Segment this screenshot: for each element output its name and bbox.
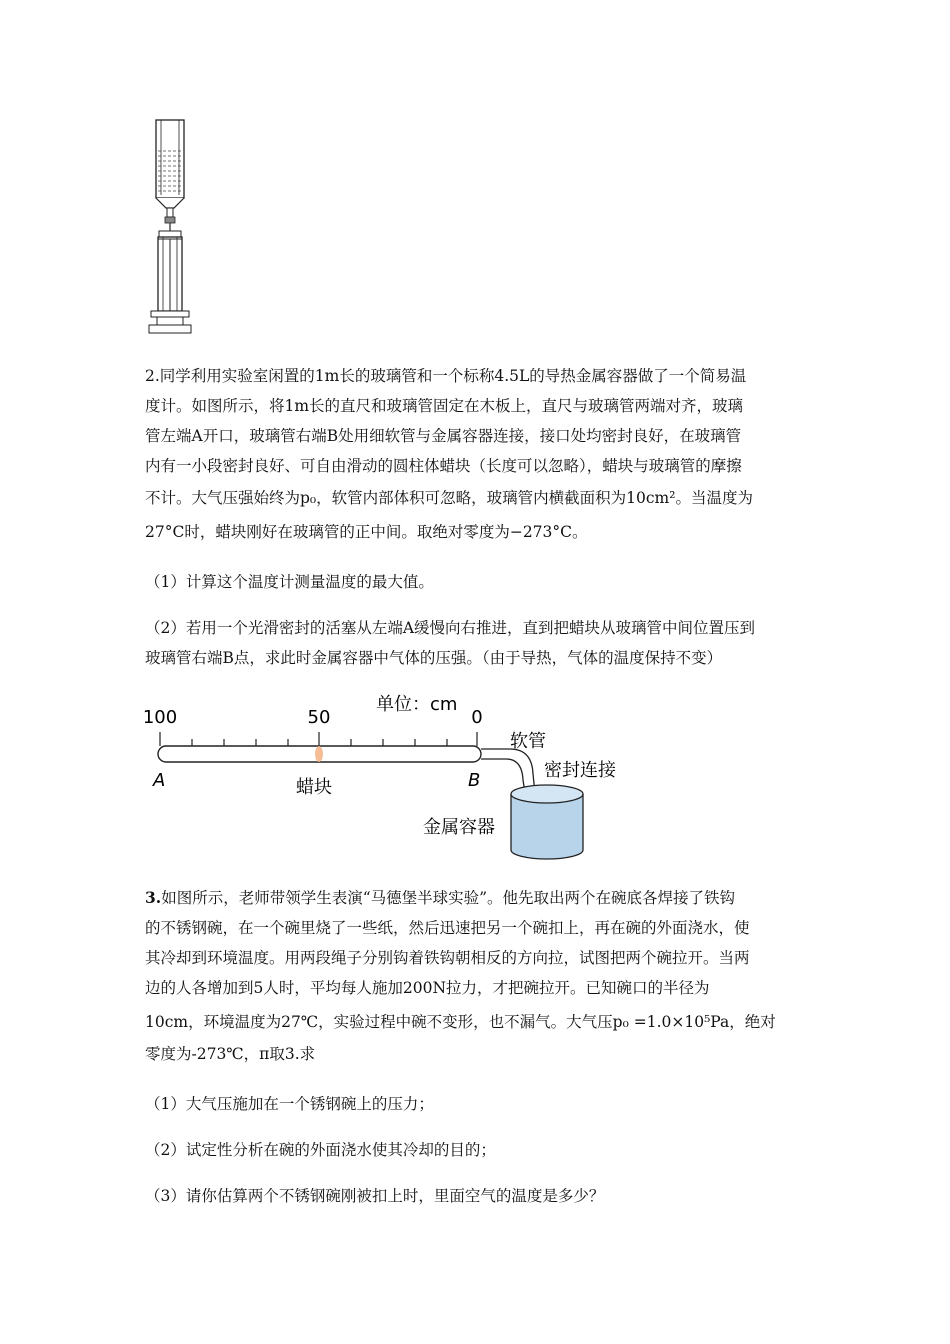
unit-label: 单位：cm [376, 694, 458, 715]
problem3-line1: 3.如图所示，老师带领学生表演“马德堡半球实验”。他先取出两个在碗底各焊接了铁钩 [145, 888, 736, 907]
problem3-line3: 其冷却到环境温度。用两段绳子分别钩着铁钩朝相反的方向拉，试图把两个碗拉开。当两 [145, 949, 750, 967]
apparatus-figure [145, 115, 205, 340]
problem3-line5: 10cm，环境温度为27℃，实验过程中碗不变形，也不漏气。大气压p₀ =1.0×10⁵Pa，绝对 [145, 1013, 776, 1031]
thermometer-figure [140, 690, 640, 865]
ruler-ticks [160, 732, 477, 746]
problem2-line3: 管左端A开口，玻璃管右端B处用细软管与金属容器连接，接口处均密封良好，在玻璃管 [145, 427, 742, 445]
tick-label-0: 0 [471, 707, 483, 728]
hose-label: 软管 [510, 731, 546, 752]
metal-container [511, 794, 583, 859]
problem3-q1: （1）大气压施加在一个锈钢碗上的压力； [145, 1095, 434, 1113]
problem3-line4: 边的人各增加到5人时，平均每人施加200N拉力，才把碗拉开。已知碗口的半径为 [145, 979, 710, 997]
problem2-line1: 2.同学利用实验室闲置的1m长的玻璃管和一个标称4.5L的导热金属容器做了一个简易温 [145, 367, 747, 385]
problem3-q2: （2）试定性分析在碗的外面浇水使其冷却的目的； [145, 1141, 496, 1159]
tick-label-100: 100 [142, 707, 178, 728]
problem2-q2-line1: （2）若用一个光滑密封的活塞从左端A缓慢向右推进，直到把蜡块从玻璃管中间位置压到 [145, 619, 756, 637]
wax-label: 蜡块 [296, 777, 332, 798]
label-B: B [468, 770, 481, 791]
seal-label: 密封连接 [544, 760, 616, 781]
problem3-line6: 零度为-273℃，π取3.求 [145, 1045, 316, 1063]
problem2-line2: 度计。如图所示，将1m长的直尺和玻璃管固定在木板上，直尺与玻璃管两端对齐，玻璃 [145, 397, 744, 415]
label-A: A [153, 770, 166, 791]
wax-block [315, 746, 323, 762]
problem2-line4: 内有一小段密封良好、可自由滑动的圆柱体蜡块（长度可以忽略），蜡块与玻璃管的摩擦 [145, 457, 742, 475]
tick-label-50: 50 [307, 707, 331, 728]
problem2-q2-line2: 玻璃管右端B点，求此时金属容器中气体的压强。（由于导热，气体的温度保持不变） [145, 649, 723, 667]
container-label: 金属容器 [423, 817, 495, 838]
problem3-q3: （3）请你估算两个不锈钢碗刚被扣上时，里面空气的温度是多少？ [145, 1187, 605, 1205]
problem3-line2: 的不锈钢碗，在一个碗里烧了一些纸，然后迅速把另一个碗扣上，再在碗的外面浇水，使 [145, 919, 750, 937]
problem2-q1: （1）计算这个温度计测量温度的最大值。 [145, 573, 434, 591]
problem2-line6: 27°C时，蜡块刚好在玻璃管的正中间。取绝对零度为−273°C。 [145, 523, 588, 541]
problem2-line5: 不计。大气压强始终为p₀，软管内部体积可忽略，玻璃管内横截面积为10cm²。当温度为 [145, 489, 753, 507]
